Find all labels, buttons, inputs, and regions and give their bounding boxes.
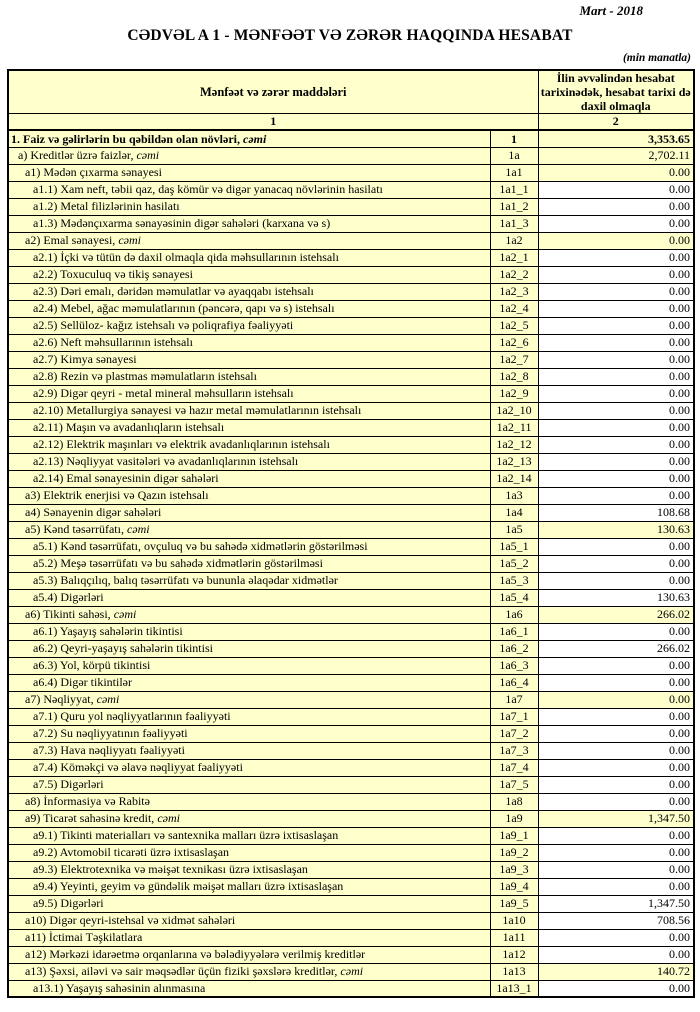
row-label: a2.12) Elektrik maşınları və elektrik avadanlıqlarının istehsalı [8, 436, 490, 453]
row-code: 1a1 [490, 164, 538, 181]
row-label: a13.1) Yaşayış sahəsinin alınmasına [8, 980, 490, 997]
row-code: 1a5_3 [490, 572, 538, 589]
row-value: 0.00 [538, 419, 694, 436]
table-row [8, 963, 694, 980]
table-row [8, 589, 694, 606]
row-code: 1a5 [490, 521, 538, 538]
items-column-header: Mənfəət və zərər maddələri [8, 70, 538, 114]
table-row [8, 470, 694, 487]
row-value: 0.00 [538, 929, 694, 946]
row-value: 0.00 [538, 776, 694, 793]
row-code: 1a6_1 [490, 623, 538, 640]
table-row [8, 572, 694, 589]
table-header [8, 70, 694, 130]
table-row [8, 215, 694, 232]
row-label: a2.2) Toxuculuq və tikiş sənayesi [8, 266, 490, 283]
table-row [8, 640, 694, 657]
row-value: 0.00 [538, 555, 694, 572]
row-label: a10) Digər qeyri-istehsal və xidmət sahələri [8, 912, 490, 929]
table-row [8, 334, 694, 351]
table-row [8, 419, 694, 436]
table-row [8, 351, 694, 368]
row-value: 130.63 [538, 589, 694, 606]
column-number-row [8, 114, 694, 131]
row-code: 1a2_5 [490, 317, 538, 334]
row-value: 108.68 [538, 504, 694, 521]
row-value: 0.00 [538, 402, 694, 419]
table-row [8, 725, 694, 742]
row-label: a5) Kənd təsərrüfatı, cəmi [8, 521, 490, 538]
row-label: a6.1) Yaşayış sahələrin tikintisi [8, 623, 490, 640]
row-label: a6) Tikinti sahəsi, cəmi [8, 606, 490, 623]
row-code: 1a7_5 [490, 776, 538, 793]
table-row [8, 266, 694, 283]
row-label: a12) Mərkəzi idarəetmə orqanlarına və bələdiyyələrə verilmiş kreditlər [8, 946, 490, 963]
table-row [8, 878, 694, 895]
row-label: a2.11) Maşın və avadanlıqların istehsalı [8, 419, 490, 436]
row-value: 0.00 [538, 351, 694, 368]
table-row [8, 283, 694, 300]
row-code: 1a2_7 [490, 351, 538, 368]
row-label: a11) İctimai Təşkilatlara [8, 929, 490, 946]
table-row [8, 691, 694, 708]
row-code: 1a9_3 [490, 861, 538, 878]
row-code: 1a2_2 [490, 266, 538, 283]
table-row [8, 504, 694, 521]
row-value: 0.00 [538, 470, 694, 487]
row-code: 1a11 [490, 929, 538, 946]
row-label: a2.14) Emal sənayesinin digər sahələri [8, 470, 490, 487]
row-code: 1a13_1 [490, 980, 538, 997]
table-row [8, 181, 694, 198]
row-value: 0.00 [538, 708, 694, 725]
page-title: CƏDVƏL A 1 - MƏNFƏƏT VƏ ZƏRƏR HAQQINDA HESABAT [127, 27, 573, 44]
table-row [8, 844, 694, 861]
row-label: a1.2) Metal filizlərinin hasilatı [8, 198, 490, 215]
table-row [8, 912, 694, 929]
row-value: 1,347.50 [538, 895, 694, 912]
row-label: a7.3) Hava nəqliyyatı fəaliyyəti [8, 742, 490, 759]
row-code: 1a4 [490, 504, 538, 521]
row-code: 1a7_3 [490, 742, 538, 759]
row-value: 0.00 [538, 793, 694, 810]
row-value: 130.63 [538, 521, 694, 538]
row-value: 0.00 [538, 538, 694, 555]
row-value: 2,702.11 [538, 147, 694, 164]
row-label: a2.3) Dəri emalı, dəridən məmulatlar və ayaqqabı istehsalı [8, 283, 490, 300]
report-period: Mart - 2018 [579, 3, 643, 18]
row-label: a6.2) Qeyri-yaşayış sahələrin tikintisi [8, 640, 490, 657]
row-value: 0.00 [538, 691, 694, 708]
row-code: 1a2_13 [490, 453, 538, 470]
row-label: a1.3) Mədənçıxarma sənayəsinin digər sahələri (karxana və s) [8, 215, 490, 232]
table-row [8, 946, 694, 963]
row-value: 0.00 [538, 453, 694, 470]
row-label: a7.1) Quru yol nəqliyyatlarının fəaliyyəti [8, 708, 490, 725]
table-row [8, 538, 694, 555]
row-label: a9.3) Elektrotexnika və məişət texnikası üzrə ixtisaslaşan [8, 861, 490, 878]
row-value: 0.00 [538, 572, 694, 589]
table-body [8, 130, 694, 997]
row-label: a8) İnformasiya və Rabitə [8, 793, 490, 810]
row-code: 1a7 [490, 691, 538, 708]
row-label: a3) Elektrik enerjisi və Qazın istehsalı [8, 487, 490, 504]
row-code: 1a7_4 [490, 759, 538, 776]
row-code: 1a5_4 [490, 589, 538, 606]
row-code: 1a7_1 [490, 708, 538, 725]
row-code: 1a2_1 [490, 249, 538, 266]
row-code: 1a6 [490, 606, 538, 623]
row-label: a9.1) Tikinti materialları və santexnika malları üzrə ixtisaslaşan [8, 827, 490, 844]
table-row [8, 487, 694, 504]
row-code: 1a3 [490, 487, 538, 504]
row-code: 1a1_2 [490, 198, 538, 215]
row-value: 0.00 [538, 266, 694, 283]
row-code: 1a8 [490, 793, 538, 810]
row-value: 0.00 [538, 334, 694, 351]
row-label: a2.6) Neft məhsullarının istehsalı [8, 334, 490, 351]
row-value: 266.02 [538, 606, 694, 623]
row-label: a7) Nəqliyyat, cəmi [8, 691, 490, 708]
profit-loss-table [7, 69, 695, 998]
row-label: a7.2) Su nəqliyyatının fəaliyyəti [8, 725, 490, 742]
row-code: 1a2_4 [490, 300, 538, 317]
row-value: 0.00 [538, 215, 694, 232]
row-code: 1a6_3 [490, 657, 538, 674]
row-value: 0.00 [538, 742, 694, 759]
row-label: a2.5) Sellüloz- kağız istehsalı və poliqrafiya fəaliyyəti [8, 317, 490, 334]
items-column-number: 1 [8, 114, 538, 131]
row-value: 0.00 [538, 317, 694, 334]
table-row [8, 606, 694, 623]
table-row [8, 827, 694, 844]
row-code: 1a1_3 [490, 215, 538, 232]
row-label: a2.8) Rezin və plastmas məmulatların istehsalı [8, 368, 490, 385]
table-row [8, 776, 694, 793]
row-value: 708.56 [538, 912, 694, 929]
header-row [8, 70, 694, 114]
table-row [8, 742, 694, 759]
row-code: 1a9_1 [490, 827, 538, 844]
row-value: 0.00 [538, 368, 694, 385]
table-row [8, 759, 694, 776]
row-code: 1a2_11 [490, 419, 538, 436]
row-value: 0.00 [538, 980, 694, 997]
row-label: a6.4) Digər tikintilər [8, 674, 490, 691]
row-code: 1a2_6 [490, 334, 538, 351]
row-label: a2) Emal sənayesi, cəmi [8, 232, 490, 249]
row-label: a9.2) Avtomobil ticarəti üzrə ixtisaslaşan [8, 844, 490, 861]
row-value: 0.00 [538, 181, 694, 198]
table-row [8, 436, 694, 453]
row-value: 1,347.50 [538, 810, 694, 827]
row-code: 1a2_8 [490, 368, 538, 385]
table-row [8, 810, 694, 827]
row-code: 1a2_10 [490, 402, 538, 419]
row-value: 0.00 [538, 300, 694, 317]
row-label: a5.1) Kənd təsərrüfatı, ovçuluq və bu sahədə xidmətlərin göstərilməsi [8, 538, 490, 555]
row-label: a9) Ticarət sahəsinə kredit, cəmi [8, 810, 490, 827]
table-row [8, 657, 694, 674]
row-code: 1a2_12 [490, 436, 538, 453]
row-code: 1a2_14 [490, 470, 538, 487]
row-value: 0.00 [538, 827, 694, 844]
row-value: 0.00 [538, 725, 694, 742]
table-row [8, 198, 694, 215]
row-value: 0.00 [538, 878, 694, 895]
row-value: 0.00 [538, 385, 694, 402]
table-row [8, 793, 694, 810]
row-label: a13) Şəxsi, ailəvi və sair məqsədlər üçün fiziki şəxslərə kreditlər, cəmi [8, 963, 490, 980]
row-label: a7.5) Digərləri [8, 776, 490, 793]
row-label: a9.4) Yeyinti, geyim və gündəlik məişət malları üzrə ixtisaslaşan [8, 878, 490, 895]
table-row [8, 929, 694, 946]
row-code: 1a1_1 [490, 181, 538, 198]
table-row [8, 453, 694, 470]
row-label: a1) Mədən çıxarma sənayesi [8, 164, 490, 181]
row-code: 1a5_1 [490, 538, 538, 555]
row-value: 0.00 [538, 436, 694, 453]
row-label: a6.3) Yol, körpü tikintisi [8, 657, 490, 674]
row-code: 1a6_2 [490, 640, 538, 657]
table-row [8, 249, 694, 266]
row-code: 1a12 [490, 946, 538, 963]
row-label: a2.9) Digər qeyri - metal mineral məhsulların istehsalı [8, 385, 490, 402]
row-code: 1a10 [490, 912, 538, 929]
row-code: 1a [490, 147, 538, 164]
row-value: 0.00 [538, 487, 694, 504]
row-value: 0.00 [538, 759, 694, 776]
row-label: a2.4) Mebel, ağac məmulatlarının (pəncərə, qapı və s) istehsalı [8, 300, 490, 317]
report-page [0, 3, 700, 998]
row-code: 1 [490, 130, 538, 147]
table-row [8, 623, 694, 640]
row-code: 1a5_2 [490, 555, 538, 572]
row-value: 140.72 [538, 963, 694, 980]
row-code: 1a9_4 [490, 878, 538, 895]
row-code: 1a9_2 [490, 844, 538, 861]
value-column-number: 2 [538, 114, 694, 131]
row-value: 0.00 [538, 946, 694, 963]
row-label: a2.13) Nəqliyyat vasitələri və avadanlıqlarının istehsalı [8, 453, 490, 470]
table-row [8, 147, 694, 164]
row-label: a5.3) Balıqçılıq, balıq təsərrüfatı və bununla əlaqədar xidmətlər [8, 572, 490, 589]
row-value: 0.00 [538, 674, 694, 691]
row-value: 0.00 [538, 844, 694, 861]
row-label: a5.2) Meşə təsərrüfatı və bu sahədə xidmətlərin göstərilməsi [8, 555, 490, 572]
table-row [8, 674, 694, 691]
table-row [8, 317, 694, 334]
table-row [8, 164, 694, 181]
row-label: a1.1) Xam neft, təbii qaz, daş kömür və digər yanacaq növlərinin hasilatı [8, 181, 490, 198]
table-row [8, 980, 694, 997]
row-label: 1. Faiz və gəlirlərin bu qəbildən olan növləri, cəmi [8, 130, 490, 147]
table-row [8, 232, 694, 249]
table-row [8, 368, 694, 385]
value-column-header: İlin əvvəlindən hesabat tarixinədək, hesabat tarixi də daxil olmaqla [538, 70, 694, 114]
row-value: 0.00 [538, 198, 694, 215]
table-row [8, 861, 694, 878]
row-value: 0.00 [538, 657, 694, 674]
row-code: 1a2 [490, 232, 538, 249]
row-code: 1a9 [490, 810, 538, 827]
row-code: 1a2_9 [490, 385, 538, 402]
row-value: 0.00 [538, 249, 694, 266]
table-row [8, 130, 694, 147]
row-label: a5.4) Digərləri [8, 589, 490, 606]
row-label: a2.1) İçki və tütün də daxil olmaqla qida məhsullarının istehsalı [8, 249, 490, 266]
row-code: 1a13 [490, 963, 538, 980]
row-value: 3,353.65 [538, 130, 694, 147]
row-label: a) Kreditlər üzrə faizlər, cəmi [8, 147, 490, 164]
row-code: 1a6_4 [490, 674, 538, 691]
row-code: 1a9_5 [490, 895, 538, 912]
table-row [8, 895, 694, 912]
row-label: a2.7) Kimya sənayesi [8, 351, 490, 368]
row-label: a7.4) Köməkçi və əlavə nəqliyyat fəaliyyəti [8, 759, 490, 776]
table-row [8, 300, 694, 317]
row-value: 0.00 [538, 232, 694, 249]
row-value: 0.00 [538, 623, 694, 640]
row-code: 1a7_2 [490, 725, 538, 742]
row-value: 266.02 [538, 640, 694, 657]
row-value: 0.00 [538, 164, 694, 181]
row-code: 1a2_3 [490, 283, 538, 300]
row-label: a4) Sənayenin digər sahələri [8, 504, 490, 521]
row-value: 0.00 [538, 283, 694, 300]
table-row [8, 708, 694, 725]
unit-note: (min manatla) [622, 52, 691, 64]
table-row [8, 385, 694, 402]
row-label: a2.10) Metallurgiya sənayesi və hazır metal məmulatlarının istehsalı [8, 402, 490, 419]
table-row [8, 521, 694, 538]
row-label: a9.5) Digərləri [8, 895, 490, 912]
row-value: 0.00 [538, 861, 694, 878]
table-row [8, 555, 694, 572]
table-row [8, 402, 694, 419]
